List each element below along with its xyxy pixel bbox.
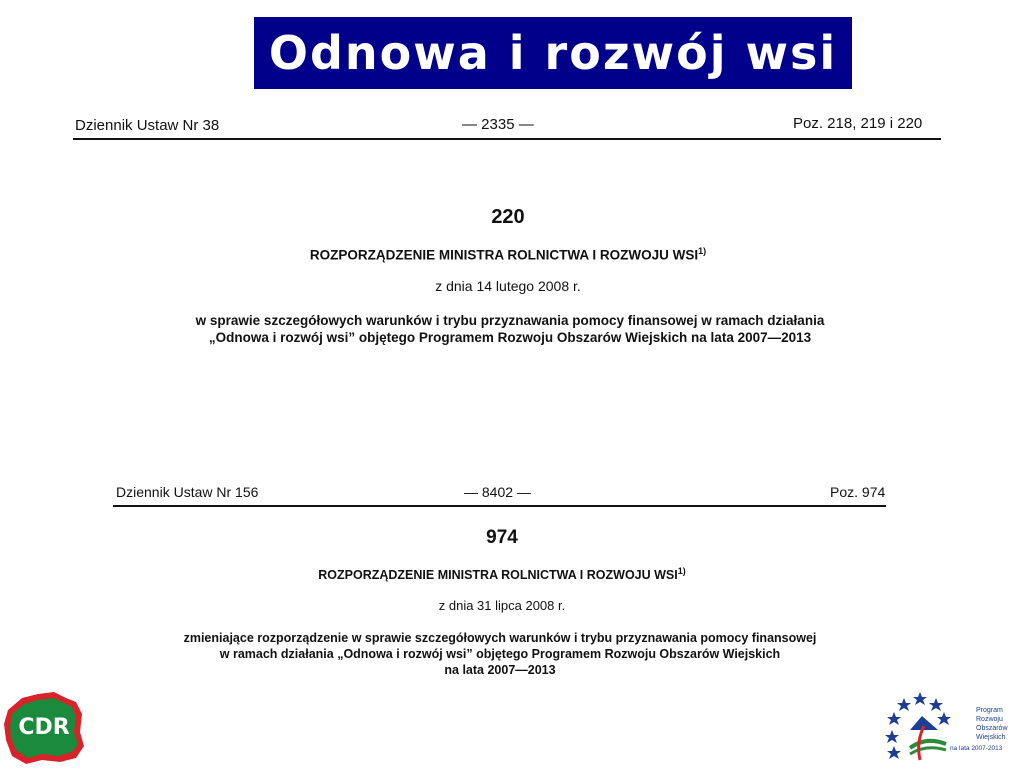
cdr-logo-text: CDR (18, 715, 70, 740)
prow-logo-line4: Wiejskich (976, 734, 1006, 741)
doc2-subject-line2: w ramach działania „Odnowa i rozwój wsi” objętego Programem Rozwoju Obszarów Wiejskich (219, 647, 781, 661)
doc1-number: 220 (491, 206, 525, 228)
doc1-regulation (0, 246, 1016, 263)
doc2-position: Poz. 974 (830, 484, 886, 500)
doc1-regulation-text: ROZPORZĄDZENIE MINISTRA ROLNICTWA I ROZWOJU WSI (309, 247, 699, 263)
prow-logo (880, 690, 1020, 764)
doc1-date: z dnia 14 lutego 2008 r. (435, 278, 581, 294)
slide-title-box (254, 17, 852, 89)
doc2-page: — 8402 — (464, 484, 531, 500)
doc2-number: 974 (486, 527, 518, 548)
prow-logo-line1: Program (976, 707, 1003, 714)
prow-logo-line2: Rozwoju (976, 716, 1003, 723)
prow-logo-line3: Obszarów (976, 725, 1008, 732)
doc2-subject-line1: zmieniające rozporządzenie w sprawie szczegółowych warunków i trybu przyznawania pomocy finansowej (183, 631, 817, 645)
cdr-logo (2, 688, 86, 766)
doc1-rule (73, 138, 941, 140)
cdr-logo-shape (2, 688, 86, 766)
doc1-subject-line2: „Odnowa i rozwój wsi” objętego Programem Rozwoju Obszarów Wiejskich na lata 2007—2013 (208, 330, 812, 345)
doc2-footnote: 1) (677, 566, 686, 576)
doc2-regulation (0, 566, 1004, 582)
doc1-subject (100, 312, 920, 346)
prow-logo-line5: na lata 2007-2013 (950, 745, 1003, 752)
doc2-rule (113, 505, 886, 507)
doc2-date: z dnia 31 lipca 2008 r. (438, 598, 566, 613)
doc1-page: — 2335 — (462, 116, 534, 133)
doc2-journal: Dziennik Ustaw Nr 156 (116, 484, 259, 500)
doc2-subject (100, 630, 900, 678)
doc1-footnote: 1) (698, 246, 707, 256)
doc2-subject-line3: na lata 2007—2013 (444, 663, 556, 677)
slide-title: Odnowa i rozwój wsi (268, 26, 838, 80)
doc1-subject-line1: w sprawie szczegółowych warunków i trybu przyznawania pomocy finansowej w ramach działania (195, 313, 825, 328)
doc1-position: Poz. 218, 219 i 220 (793, 115, 923, 132)
prow-logo-shape (880, 690, 1020, 764)
doc1-journal: Dziennik Ustaw Nr 38 (75, 117, 220, 134)
doc2-regulation-text: ROZPORZĄDZENIE MINISTRA ROLNICTWA I ROZWOJU WSI (318, 568, 678, 583)
